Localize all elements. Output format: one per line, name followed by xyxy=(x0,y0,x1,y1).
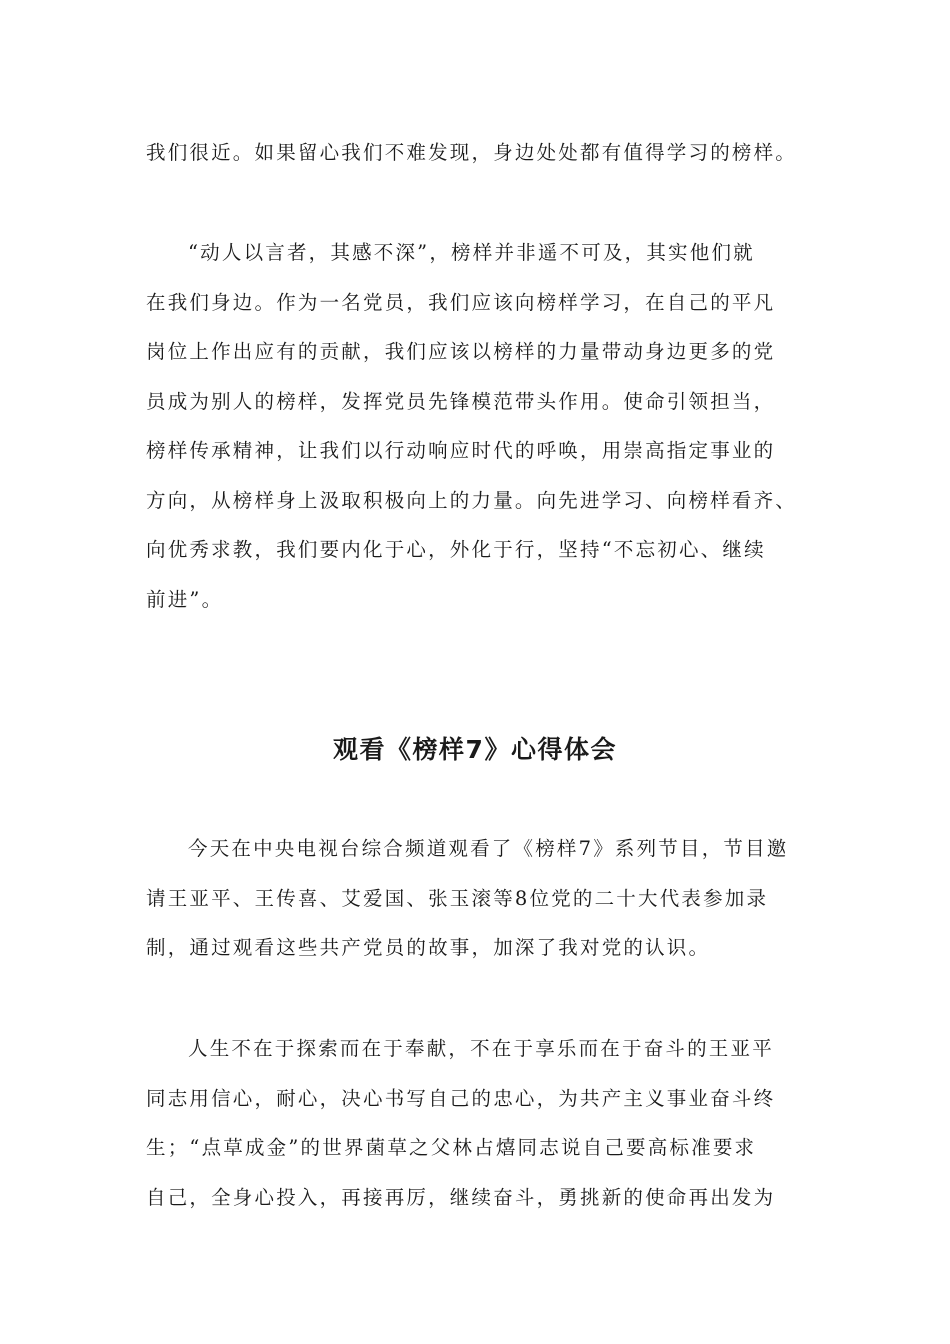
text-line: 人生不在于探索而在于奉献，不在于享乐而在于奋斗的王亚平 xyxy=(188,1037,774,1060)
text-line: 在我们身边。作为一名党员，我们应该向榜样学习，在自己的平凡 xyxy=(146,290,776,314)
text-line: 向优秀求教，我们要内化于心，外化于行，坚持“不忘初心、继续 xyxy=(146,538,766,561)
text-line: 生；“点草成金”的世界菌草之父林占熺同志说自己要高标准要求 xyxy=(146,1136,757,1159)
paragraph-continuation xyxy=(146,128,826,178)
text-line: 员成为别人的榜样，发挥党员先锋模范带头作用。使命引领担当， xyxy=(146,389,776,413)
text-line: 请王亚平、王传喜、艾爱国、张玉滚等8位党的二十大代表参加录 xyxy=(146,886,769,910)
text-line: 方向，从榜样身上汲取积极向上的力量。向先进学习、向榜样看齐、 xyxy=(146,488,798,512)
text-line: “动人以言者，其感不深”，榜样并非遥不可及，其实他们就 xyxy=(188,241,755,264)
text-line: 我们很近。如果留心我们不难发现，身边处处都有值得学习的榜样。 xyxy=(146,141,798,164)
section-heading: 观看《榜样7》心得体会 xyxy=(333,735,617,764)
paragraph-program-intro xyxy=(146,824,826,973)
text-line: 制，通过观看这些共产党员的故事，加深了我对党的认识。 xyxy=(146,936,711,959)
text-line: 前进”。 xyxy=(146,587,224,611)
text-line: 岗位上作出应有的贡献，我们应该以榜样的力量带动身边更多的党 xyxy=(146,340,776,363)
paragraph-role-models xyxy=(146,228,826,624)
text-line: 榜样传承精神，让我们以行动响应时代的呼唤，用崇高指定事业的 xyxy=(146,439,776,462)
text-line: 自己，全身心投入，再接再厉，继续奋斗，勇挑新的使命再出发为 xyxy=(146,1185,776,1209)
text-line: 今天在中央电视台综合频道观看了《榜样7》系列节目，节目邀 xyxy=(188,837,789,860)
text-line: 同志用信心，耐心，决心书写自己的忠心，为共产主义事业奋斗终 xyxy=(146,1086,776,1110)
paragraph-life-devotion xyxy=(146,1024,826,1222)
